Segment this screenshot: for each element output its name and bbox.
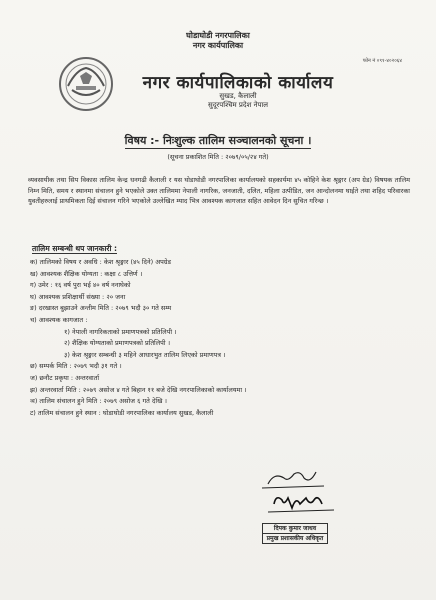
list-item: झ) अन्तरवार्ता मिति : २०७९ असोज ४ गते बिहान ११ बजे देखि नगरपालिकाको कार्यालयमा । — [30, 385, 247, 394]
list-item: घ) आवश्यक प्रशिक्षार्थी संख्या : २० जना — [30, 292, 126, 301]
list-item: ञ) तालिम संचालन हुने मिति : २०७९ असोज ६ गते देखि । — [30, 397, 167, 406]
list-item: ग) उमेर : १६ वर्ष पुरा भई ४० वर्ष ननाघेको — [30, 281, 131, 290]
list-item: ङ) दरखास्त बुझाउने अन्तीम मिति : २०७९ भदौ ३० गते सम्म — [30, 304, 172, 313]
subject-heading — [0, 133, 436, 148]
municipality-name: घोडाघोडी नगरपालिका — [186, 31, 250, 40]
official-stamp — [262, 523, 328, 544]
section-title — [32, 244, 117, 254]
list-item: ख) आवश्यक शैक्षिक योग्यता : कक्षा ८ उत्तिर्ण । — [30, 269, 143, 278]
stamp-name: दिपक कुमार जाधव — [262, 523, 328, 534]
stamp-title: प्रमुख प्रशासकीय अधिकृत — [262, 534, 328, 544]
list-sub-item: ३) केश श्रृङ्गार सम्बन्धी ३ महिने आधारभुत तालिम लिएको प्रमाणपत्र । — [64, 350, 226, 359]
province-name: सुदूरपश्चिम प्रदेश नेपाल — [207, 101, 269, 109]
executive-name: नगर कार्यपालिका — [192, 41, 244, 50]
office-title: नगर कार्यपालिकाको कार्यालय — [142, 73, 334, 93]
list-item: च) आवश्यक कागजात : — [30, 315, 88, 324]
list-item: क) तालिमको विषय र अवधि : केश श्रृङ्गार (४५ दिने) अपग्रेड — [30, 258, 172, 266]
list-sub-item: १) नेपाली नागरिकताको प्रमाणपत्रको प्रतिलिपी । — [64, 327, 177, 336]
list-item: ट) तालिम संचालन हुने स्थान : घोडाघोडी नगरपालिका कार्यालय सुखड, कैलाली — [30, 408, 214, 417]
list-sub-item: २) शैक्षिक योग्यताको प्रमाणपत्रको प्रतिलिपी । — [64, 339, 171, 348]
subject-text: विषय :- निःशुल्क तालिम सञ्चालनको सूचना । — [124, 134, 312, 147]
section-title-text: तालिम सम्बन्धी थप जानकारी : — [32, 244, 118, 253]
published-date: (सूचना प्रकाशित मिति : २०७९/०५/२४ गते) — [167, 153, 269, 161]
notice-paragraph: व्यवसायीक तथा सिप विकास तालिम केन्द्र धनगढी कैलाली र यस घोडाघोडी नगरपालिका कार्यालयको सहकार्यमा ४५ कोहिने केश श्रृङ्गार (अप ग्रेड) विषयक तालिम निम्न मिति, समय र स्थानमा संचालन हुने भएकोले उक्त तालिममा नेपाली नागरिक, जनजाती, दलित, महिला उत्पीडित, जन आन्दोलनमा घाईते तथा शहिद परिवारका युवतीहरुलाई प्राथमिकता दिई संचालन गरिने भएकोले उल्लेखित म्याद भित्र आवश्यक कागजात सहित आवेदन दिन सुचित गरिन्छ । — [28, 176, 410, 206]
list-item: ज) छनौट प्रकृया : अन्तरवार्ता — [30, 373, 100, 382]
info-list — [30, 257, 410, 419]
list-item: छ) सम्पर्क मिति : २०७९ भदौ ३१ गते । — [30, 362, 122, 371]
phone-number: फोन नं ०९१-४०२०६४ — [362, 58, 402, 64]
signature-icon — [254, 464, 344, 522]
office-location: सुखड, कैलाली — [219, 92, 257, 100]
